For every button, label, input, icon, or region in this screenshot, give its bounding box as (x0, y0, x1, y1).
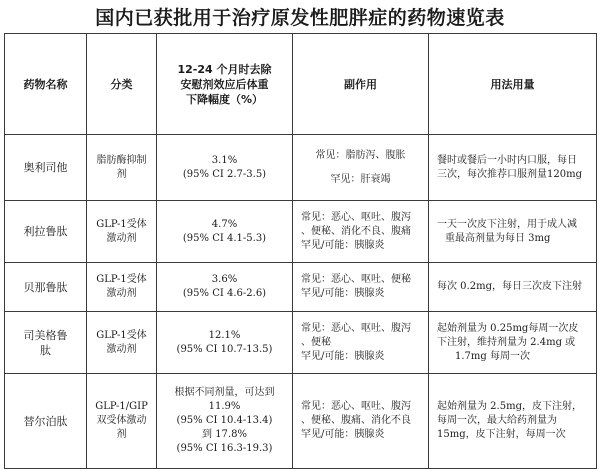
category-line: 双受体激动 (96, 415, 147, 426)
table-row (5, 201, 597, 263)
dosage-cell (429, 135, 597, 201)
efficacy-line: 4.7% (211, 218, 238, 230)
drug-name-cell: 贝那鲁肽 (5, 263, 87, 312)
side-effects-cell (293, 312, 429, 374)
efficacy-line: 3.1% (211, 154, 238, 166)
dosage-line: 每周一次，最大给药剂量为 (437, 415, 557, 426)
efficacy-line: 到 17.8% (202, 429, 247, 440)
dosage-cell (429, 201, 597, 263)
efficacy-cell (157, 312, 293, 374)
dosage-line: 起始剂量为 2.5mg，皮下注射， (437, 401, 582, 412)
dosage-line: 餐时或餐后一小时内口服，每日 (437, 154, 577, 166)
efficacy-line: (95% CI 10.7-13.5) (176, 343, 273, 355)
dosage-cell (429, 263, 597, 312)
dosage-line: 每次 0.2mg，每日三次皮下注射 (437, 281, 582, 292)
category-line: GLP-1受体 (96, 274, 147, 285)
side-effects-line: 常见：脂肪泻、腹胀 (315, 149, 406, 161)
dosage-line: 1.7mg 每周一次 (455, 350, 530, 362)
category-line: 剂 (116, 168, 127, 180)
category-cell (87, 201, 157, 263)
dosage-line: 一天一次皮下注射，用于成人减 (437, 218, 577, 230)
header-drug-name: 药物名称 (5, 34, 87, 135)
header-row (5, 34, 597, 135)
side-effects-cell (293, 135, 429, 201)
category-cell (87, 263, 157, 312)
category-line: GLP-1受体 (96, 329, 147, 341)
efficacy-line: 3.6% (211, 274, 238, 285)
efficacy-line: 12.1% (208, 329, 241, 341)
category-cell (87, 374, 157, 469)
efficacy-cell (157, 135, 293, 201)
table-row (5, 263, 597, 312)
drug-table (4, 33, 597, 469)
side-effects-cell (293, 374, 429, 469)
table-row (5, 135, 597, 201)
side-effects-line: 常见：恶心、呕吐、腹泻 (301, 401, 411, 412)
dosage-line: 重最高剂量为每日 3mg (445, 232, 551, 244)
efficacy-line: (95% CI 16.3-19.3) (176, 443, 273, 454)
side-effects-line: 罕见/可能：胰腺炎 (301, 350, 385, 362)
table-row (5, 312, 597, 374)
efficacy-cell (157, 374, 293, 469)
drug-name-text: 司美格鲁肽 (23, 328, 68, 357)
side-effects-line: 常见：恶心、呕吐、便秘 (301, 274, 411, 285)
category-line: 剂 (116, 429, 127, 440)
drug-name-cell: 利拉鲁肽 (5, 201, 87, 263)
table-row (5, 374, 597, 469)
side-effects-line: 、便秘、腹痛、消化不良 (301, 415, 411, 426)
category-line: 激动剂 (106, 288, 137, 299)
side-effects-cell (293, 263, 429, 312)
drug-name-cell (5, 312, 87, 374)
efficacy-line: (95% CI 4.1-5.3) (182, 232, 267, 244)
header-efficacy (157, 34, 293, 135)
category-line: GLP-1受体 (96, 218, 147, 230)
efficacy-line: 根据不同剂量，可达到 (174, 387, 275, 398)
side-effects-line: 罕见/可能：胰腺炎 (301, 288, 385, 299)
side-effects-line: 罕见：肝衰竭 (330, 173, 391, 185)
side-effects-line: 罕见/可能：胰腺炎 (301, 429, 385, 440)
category-cell (87, 312, 157, 374)
header-efficacy-line: 安慰剂效应后体重 (180, 77, 269, 91)
side-effects-line: 常见：恶心、呕吐、腹泻 (301, 322, 411, 334)
category-line: 激动剂 (106, 343, 137, 355)
header-efficacy-line: 12-24 个月时去除 (177, 62, 272, 76)
drug-name-cell: 奥利司他 (5, 135, 87, 201)
side-effects-line: 常见：恶心、呕吐、腹泻 (301, 211, 411, 223)
efficacy-cell (157, 263, 293, 312)
category-cell (87, 135, 157, 201)
header-side-effects: 副作用 (293, 34, 429, 135)
dosage-line: 起始剂量为 0.25mg每周一次皮 (437, 322, 579, 334)
dosage-line: 三次，每次推荐口服剂量120mg (437, 168, 582, 180)
header-efficacy-line: 下降幅度（%） (185, 92, 264, 106)
dosage-cell (429, 374, 597, 469)
category-line: 激动剂 (106, 232, 137, 244)
page-title: 国内已获批用于治疗原发性肥胖症的药物速览表 (95, 7, 505, 29)
side-effects-cell (293, 201, 429, 263)
header-dosage: 用法用量 (429, 34, 597, 135)
efficacy-line: (95% CI 2.7-3.5) (182, 168, 267, 180)
efficacy-cell (157, 201, 293, 263)
efficacy-line: 11.9% (208, 401, 241, 412)
category-line: 脂肪酶抑制 (96, 154, 147, 166)
side-effects-line: 、便秘、消化不良、腹痛 (301, 225, 411, 237)
efficacy-line: (95% CI 4.6-2.6) (182, 288, 267, 299)
dosage-line: 下注射，维持剂量为 2.4mg 或 (437, 336, 576, 348)
category-line: GLP-1/GIP (95, 401, 148, 412)
side-effects-line: 罕见/可能：胰腺炎 (301, 239, 385, 251)
header-category: 分类 (87, 34, 157, 135)
drug-name-cell: 替尔泊肽 (5, 374, 87, 469)
dosage-line: 15mg，皮下注射，每周一次 (437, 429, 566, 440)
efficacy-line: (95% CI 10.4-13.4) (176, 415, 273, 426)
side-effects-line: 、便秘 (301, 336, 331, 348)
dosage-cell (429, 312, 597, 374)
